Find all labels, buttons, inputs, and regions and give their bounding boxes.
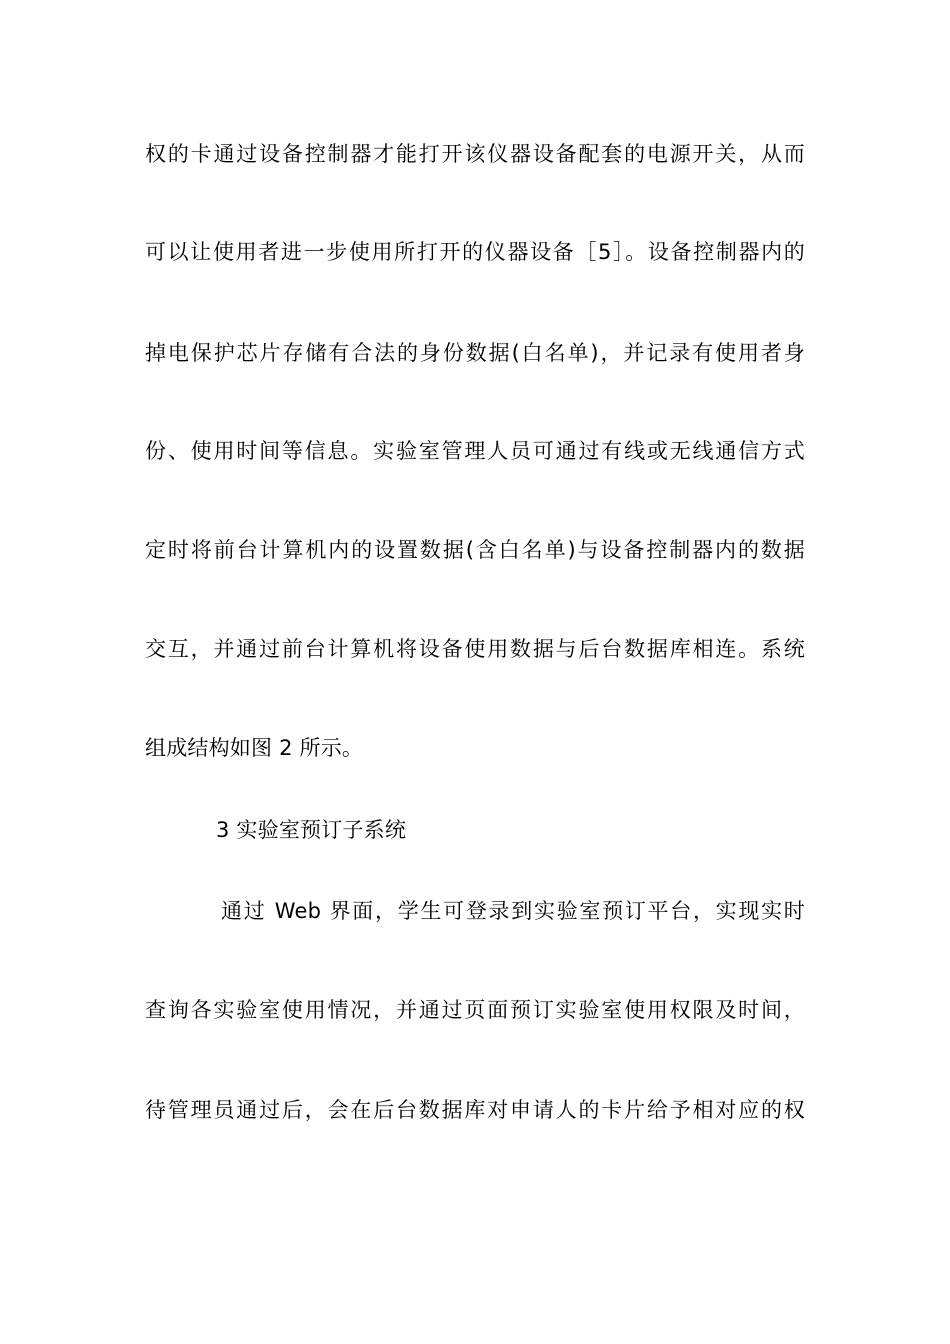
paragraph-1-line-3: 掉电保护芯片存储有合法的身份数据(白名单)，并记录有使用者身 xyxy=(145,341,805,365)
paragraph-2-line-1: 通过 Web 界面，学生可登录到实验室预订平台，实现实时 xyxy=(221,899,805,923)
paragraph-1-line-2: 可以让使用者进一步使用所打开的仪器设备［5］。设备控制器内的 xyxy=(145,240,805,264)
paragraph-2-line-3: 待管理员通过后，会在后台数据库对申请人的卡片给予相对应的权 xyxy=(145,1098,805,1122)
paragraph-1-line-4: 份、使用时间等信息。实验室管理人员可通过有线或无线通信方式 xyxy=(145,439,805,463)
paragraph-2-line-2: 查询各实验室使用情况，并通过页面预订实验室使用权限及时间， xyxy=(145,998,805,1022)
paragraph-1-line-7: 组成结构如图 2 所示。 xyxy=(145,736,364,760)
paragraph-1-line-1: 权的卡通过设备控制器才能打开该仪器设备配套的电源开关，从而 xyxy=(145,142,805,166)
paragraph-1-line-5: 定时将前台计算机内的设置数据(含白名单)与设备控制器内的数据 xyxy=(145,538,805,562)
section-heading: 3 实验室预订子系统 xyxy=(216,818,407,842)
paragraph-1-line-6: 交互，并通过前台计算机将设备使用数据与后台数据库相连。系统 xyxy=(145,637,805,661)
